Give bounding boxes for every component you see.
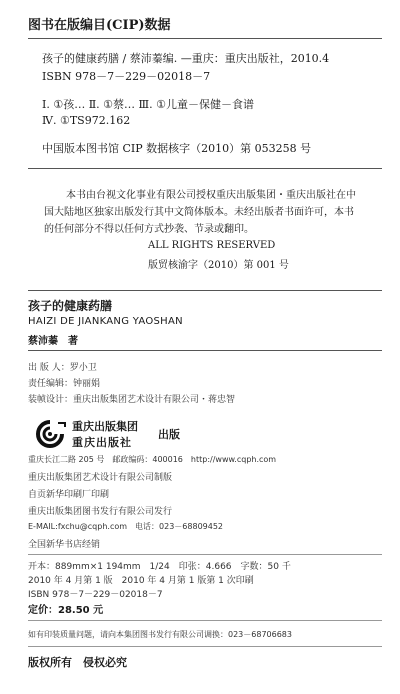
distributor-line: 重庆出版集团图书发行有限公司发行	[28, 507, 173, 517]
production-line: 重庆出版集团艺术设计有限公司制版	[28, 473, 173, 483]
publisher-group-name: 重庆出版集团	[72, 420, 138, 433]
credit-designer	[28, 392, 235, 405]
publisher-action: 出版	[158, 428, 180, 441]
specs-top-rule	[28, 554, 382, 555]
rights-bottom-rule	[28, 290, 382, 291]
book-pinyin: HAIZI DE JIANKANG YAOSHAN	[28, 316, 183, 327]
specs-bottom-rule	[28, 620, 382, 621]
quality-note: 如有印装质量问题，请向本集团图书发行有限公司调换：023－68706683	[28, 630, 292, 639]
credit-value: 重庆出版集团艺术设计有限公司・蒋忠智	[73, 395, 236, 405]
credit-label: 出 版 人：	[28, 363, 70, 373]
publisher-address: 重庆长江二路 205 号 邮政编码：400016 http://www.cqph.com	[28, 455, 277, 464]
cip-isbn-line: ISBN 978－7－229－02018－7	[42, 70, 211, 83]
edition-line: 2010 年 4 月第 1 版 2010 年 4 月第 1 版第 1 次印刷	[28, 576, 254, 586]
quality-bottom-rule	[28, 646, 382, 647]
credit-publisher-person	[28, 360, 97, 373]
rights-para-line-1: 本书由台视文化事业有限公司授权重庆出版集团・重庆出版社在中	[66, 190, 356, 201]
book-title: 孩子的健康药膳	[28, 299, 113, 313]
format-line: 开本：889mm×1 194mm 1/24 印张：4.666 字数：50 千	[28, 562, 291, 572]
credit-value: 钟丽娟	[73, 379, 101, 389]
cip-header: 图书在版编目(CIP)数据	[28, 18, 171, 33]
cip-bottom-rule	[28, 168, 382, 169]
rights-para-line-3: 的任何部分不得以任何方式抄袭、节录或翻印。	[44, 224, 254, 235]
contact-line: E-MAIL:fxchu@cqph.com 电话：023－68809452	[28, 522, 224, 531]
cip-classification-line: Ⅰ. ①孩… Ⅱ. ①蔡… Ⅲ. ①儿童－保健－食谱	[42, 98, 254, 111]
credit-label: 装帧设计：	[28, 395, 74, 405]
specs-isbn: ISBN 978－7－229－02018－7	[28, 590, 163, 600]
title-bottom-rule	[28, 350, 382, 351]
copyright-notice: 版权所有 侵权必究	[28, 656, 127, 669]
credit-value: 罗小卫	[69, 363, 97, 373]
cip-data-number: 中国版本图书馆 CIP 数据核字（2010）第 053258 号	[42, 142, 312, 155]
credit-label: 责任编辑：	[28, 379, 74, 389]
cip-classification-code: Ⅳ. ①TS972.162	[42, 114, 131, 127]
book-author: 蔡沛蓁 著	[28, 336, 78, 347]
contract-number: 版贸核渝字（2010）第 001 号	[148, 260, 289, 271]
publisher-logo-icon	[32, 419, 68, 449]
price-line	[28, 601, 103, 616]
price-value: 28.50 元	[58, 605, 104, 616]
cip-title-line: 孩子的健康药膳 / 蔡沛蓁编. —重庆：重庆出版社，2010.4	[42, 52, 330, 65]
all-rights-reserved: ALL RIGHTS RESERVED	[148, 240, 276, 251]
rights-para-line-2: 国大陆地区独家出版发行其中文简体版本。未经出版者书面许可，本书	[44, 207, 354, 218]
publisher-house-name: 重庆出版社	[72, 436, 132, 449]
credit-editor	[28, 376, 100, 389]
price-label: 定价：	[28, 605, 58, 616]
cip-header-rule	[28, 38, 382, 39]
sales-line: 全国新华书店经销	[28, 540, 101, 550]
printer-line: 自贡新华印刷厂印刷	[28, 490, 110, 500]
